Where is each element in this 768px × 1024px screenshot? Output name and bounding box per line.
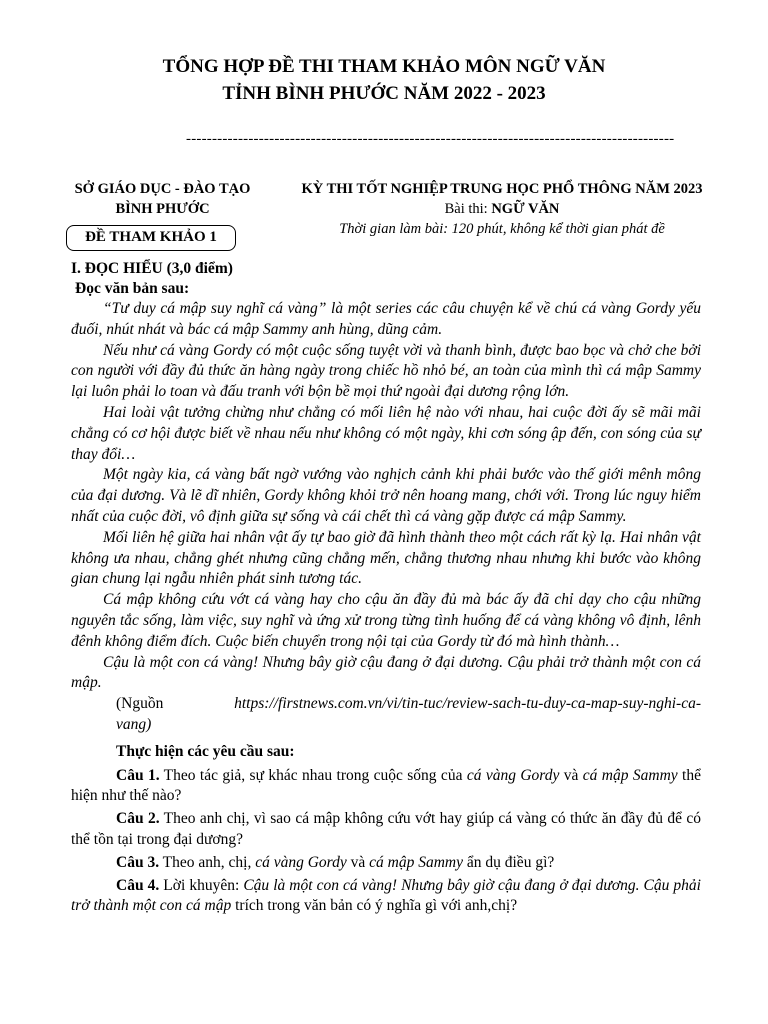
reference-exam-badge: ĐỀ THAM KHẢO 1 (66, 225, 236, 251)
passage-paragraph-4: Một ngày kia, cá vàng bất ngờ vướng vào nghịch cảnh khi phải bước vào thế giới mênh mông của đại dương. Và lẽ dĩ nhiên, Gordy không khỏi trở nên hoang mang, chới với. Trong lúc nguy hiểm nhất của cuộc đời, vô định giữa sự sống và cái chết thì cá vàng gặp được cá mập Sammy. (71, 466, 701, 525)
source-url: https://firstnews.com.vn/vi/tin-tuc/review-sach-tu-duy-ca-map-suy-nghi-ca-vang) (116, 695, 701, 733)
read-instruction: Đọc văn bản sau: (75, 280, 190, 297)
section-heading: I. ĐỌC HIỂU (3,0 điểm) (71, 260, 233, 277)
requirements-heading: Thực hiện các yêu cầu sau: (116, 742, 295, 760)
question-3-text: Theo anh, chị, (159, 853, 256, 871)
subject-label: Bài thi: (444, 201, 492, 217)
subject-name: NGỮ VĂN (491, 201, 560, 217)
question-4-text-end: trích trong văn bản có ý nghĩa gì với anh,chị? (231, 897, 518, 915)
document-title-line2: TỈNH BÌNH PHƯỚC NĂM 2022 - 2023 (222, 83, 546, 104)
document-body (71, 299, 701, 919)
question-2-text: Theo anh chị, vì sao cá mập không cứu vớt hay giúp cá vàng có thức ăn đầy đủ để có thể tồn tại trong đại dương? (71, 810, 701, 848)
question-2-label: Câu 2. (116, 810, 160, 828)
passage-paragraph-1: “Tư duy cá mập suy nghĩ cá vàng” là một series các câu chuyện kể về chú cá vàng Gordy yếu đuối, nhút nhát và bác cá mập Sammy anh hùng, dũng cảm. (71, 300, 701, 338)
question-1-text: Theo tác giả, sự khác nhau trong cuộc sống của (159, 766, 467, 784)
separator-line: ---------------------------------------------------------------------------------------------- (186, 131, 675, 147)
question-3-term-goldfish: cá vàng Gordy (255, 853, 347, 871)
source-label: (Nguồn (116, 695, 164, 713)
question-1-conjunction: và (559, 766, 583, 784)
question-1-term-shark: cá mập Sammy (582, 766, 678, 784)
question-1-term-goldfish: cá vàng Gordy (466, 766, 560, 784)
question-3-term-shark: cá mập Sammy (369, 853, 463, 871)
question-4 (71, 876, 701, 918)
question-4-text: Lời khuyên: (159, 876, 244, 894)
passage-paragraph-3: Hai loài vật tưởng chừng như chẳng có mối liên hệ nào với nhau, hai cuộc đời ấy sẽ mãi mãi chẳng có cơ hội được biết về nhau nếu như không có một ngày, khi cơn sóng ập đến, con sóng của sự thay đổi… (71, 403, 701, 463)
exam-time: Thời gian làm bài: 120 phút, không kể thời gian phát đề (339, 221, 665, 237)
question-4-quote: Cậu là một con cá vàng! Nhưng bây giờ cậu đang ở đại dương. Cậu phải trở thành một con cá mập (71, 876, 701, 915)
question-1-text-end: thể hiện như thế nào? (71, 766, 701, 805)
passage-paragraph-5: Mối liên hệ giữa hai nhân vật ấy tự bao giờ đã hình thành theo một cách rất kỳ lạ. Hai nhân vật không ưa nhau, chẳng ghét nhưng cũng chẳng mến, chẳng thương nhau nhưng khi bước vào không gian chung lại ngẫu nhiên phát sinh tương tác. (71, 528, 701, 588)
document-title-line1: TỔNG HỢP ĐỀ THI THAM KHẢO MÔN NGỮ VĂN (162, 56, 606, 77)
question-1 (71, 766, 701, 808)
question-3 (71, 853, 701, 874)
passage-source (71, 694, 701, 736)
province-name: BÌNH PHƯỚC (115, 201, 210, 217)
exam-subject (282, 201, 722, 218)
question-3-conjunction: và (346, 853, 370, 871)
exam-name: KỲ THI TỐT NGHIỆP TRUNG HỌC PHỔ THÔNG NĂM 2023 (301, 181, 703, 197)
question-3-label: Câu 3. (116, 853, 160, 871)
question-2 (71, 809, 701, 851)
question-4-label: Câu 4. (116, 876, 160, 894)
passage-paragraph-7: Cậu là một con cá vàng! Nhưng bây giờ cậu đang ở đại dương. Cậu phải trở thành một con cá mập. (71, 653, 701, 692)
passage-paragraph-6: Cá mập không cứu vớt cá vàng hay cho cậu ăn đầy đủ mà bác ấy đã chỉ dạy cho cậu những nguyên tắc sống, làm việc, suy nghĩ và ứng xử trong từng tình huống để cá vàng không vô định, lênh đênh không điểm đích. Cuộc biến chuyển trong nội tại của Gordy từ đó mà hình thành… (71, 591, 701, 650)
department-name: SỞ GIÁO DỤC - ĐÀO TẠO (74, 181, 251, 197)
passage-paragraph-2: Nếu như cá vàng Gordy có một cuộc sống tuyệt vời và thanh bình, được bao bọc và chở che bởi con người với đầy đủ thức ăn hàng ngày trong chiếc hồ nhỏ bé, an toàn của mình thì cá mập Sammy lại luôn phải lo toan và đấu tranh với bộn bề mọi thứ ngoài đại dương rộng lớn. (71, 341, 701, 401)
question-3-text-end: ẩn dụ điều gì? (463, 853, 555, 871)
question-1-label: Câu 1. (116, 766, 160, 784)
